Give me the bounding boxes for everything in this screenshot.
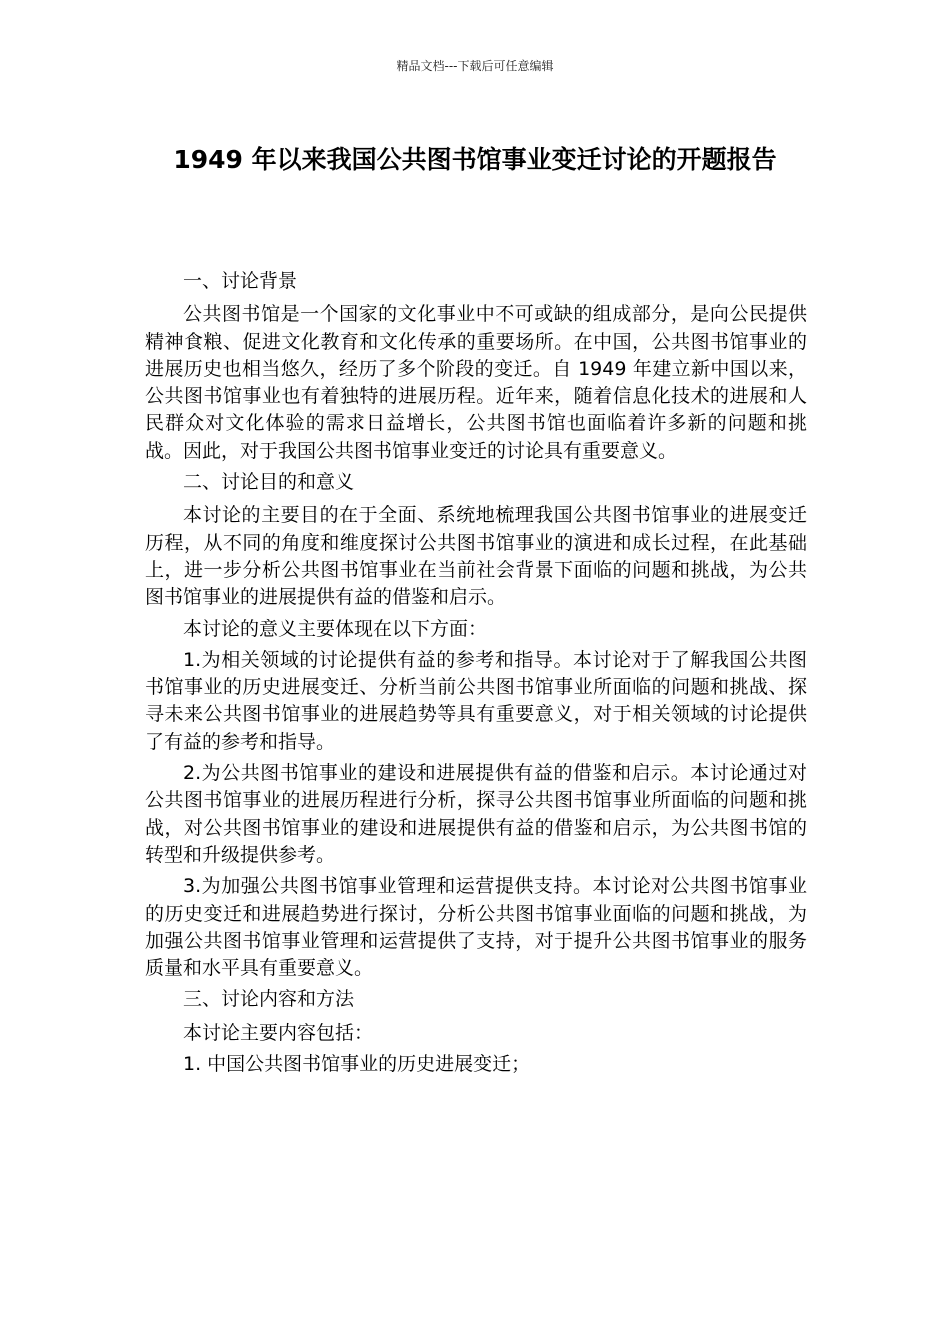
header-note: 精品文档---下载后可任意编辑: [396, 59, 554, 73]
paragraph-purpose: 本讨论的主要目的在于全面、系统地梳理我国公共图书馆事业的进展变迁历程，从不同的角度和维度探讨公共图书馆事业的演进和成长过程，在此基础上，进一步分析公共图书馆事业在当前社会背景下面临的问题和挑战，为公共图书馆事业的进展提供有益的借鉴和启示。: [145, 504, 807, 609]
paragraph-significance-intro: 本讨论的意义主要体现在以下方面：: [183, 617, 488, 640]
paragraph-background: 公共图书馆是一个国家的文化事业中不可或缺的组成部分，是向公民提供精神食粮、促进文化教育和文化传承的重要场所。在中国，公共图书馆事业的进展历史也相当悠久，经历了多个阶段的变迁。自 1949 年建立新中国以来，公共图书馆事业也有着独特的进展历程。近年来，随着信息化技术的进展和人民群众对文化体验的需求日益增长，公共图书馆也面临着许多新的问题和挑战。因此，对于我国公共图书馆事业变迁的讨论具有重要意义。: [145, 303, 807, 462]
significance-point-3: 3.为加强公共图书馆事业管理和运营提供支持。本讨论对公共图书馆事业的历史变迁和进展趋势进行探讨，分析公共图书馆事业面临的问题和挑战，为加强公共图书馆事业管理和运营提供了支持，对于提升公共图书馆事业的服务质量和水平具有重要意义。: [145, 875, 807, 980]
content-item-1: 1. 中国公共图书馆事业的历史进展变迁；: [183, 1053, 531, 1076]
document-title: 1949 年以来我国公共图书馆事业变迁讨论的开题报告: [173, 145, 777, 174]
paragraph-content-intro: 本讨论主要内容包括：: [183, 1021, 374, 1044]
section-heading-background: 一、讨论背景: [183, 270, 298, 292]
section-heading-content-method: 三、讨论内容和方法: [183, 988, 355, 1011]
document-body: [145, 268, 807, 1082]
significance-point-2: 2.为公共图书馆事业的建设和进展提供有益的借鉴和启示。本讨论通过对公共图书馆事业的进展历程进行分析，探寻公共图书馆事业所面临的问题和挑战，对公共图书馆事业的建设和进展提供有益的借鉴和启示，为公共图书馆的转型和升级提供参考。: [145, 762, 807, 866]
significance-point-1: 1.为相关领域的讨论提供有益的参考和指导。本讨论对于了解我国公共图书馆事业的历史进展变迁、分析当前公共图书馆事业所面临的问题和挑战、探寻未来公共图书馆事业的进展趋势等具有重要意义，对于相关领域的讨论提供了有益的参考和指导。: [145, 648, 807, 753]
section-heading-purpose: 二、讨论目的和意义: [183, 471, 355, 494]
